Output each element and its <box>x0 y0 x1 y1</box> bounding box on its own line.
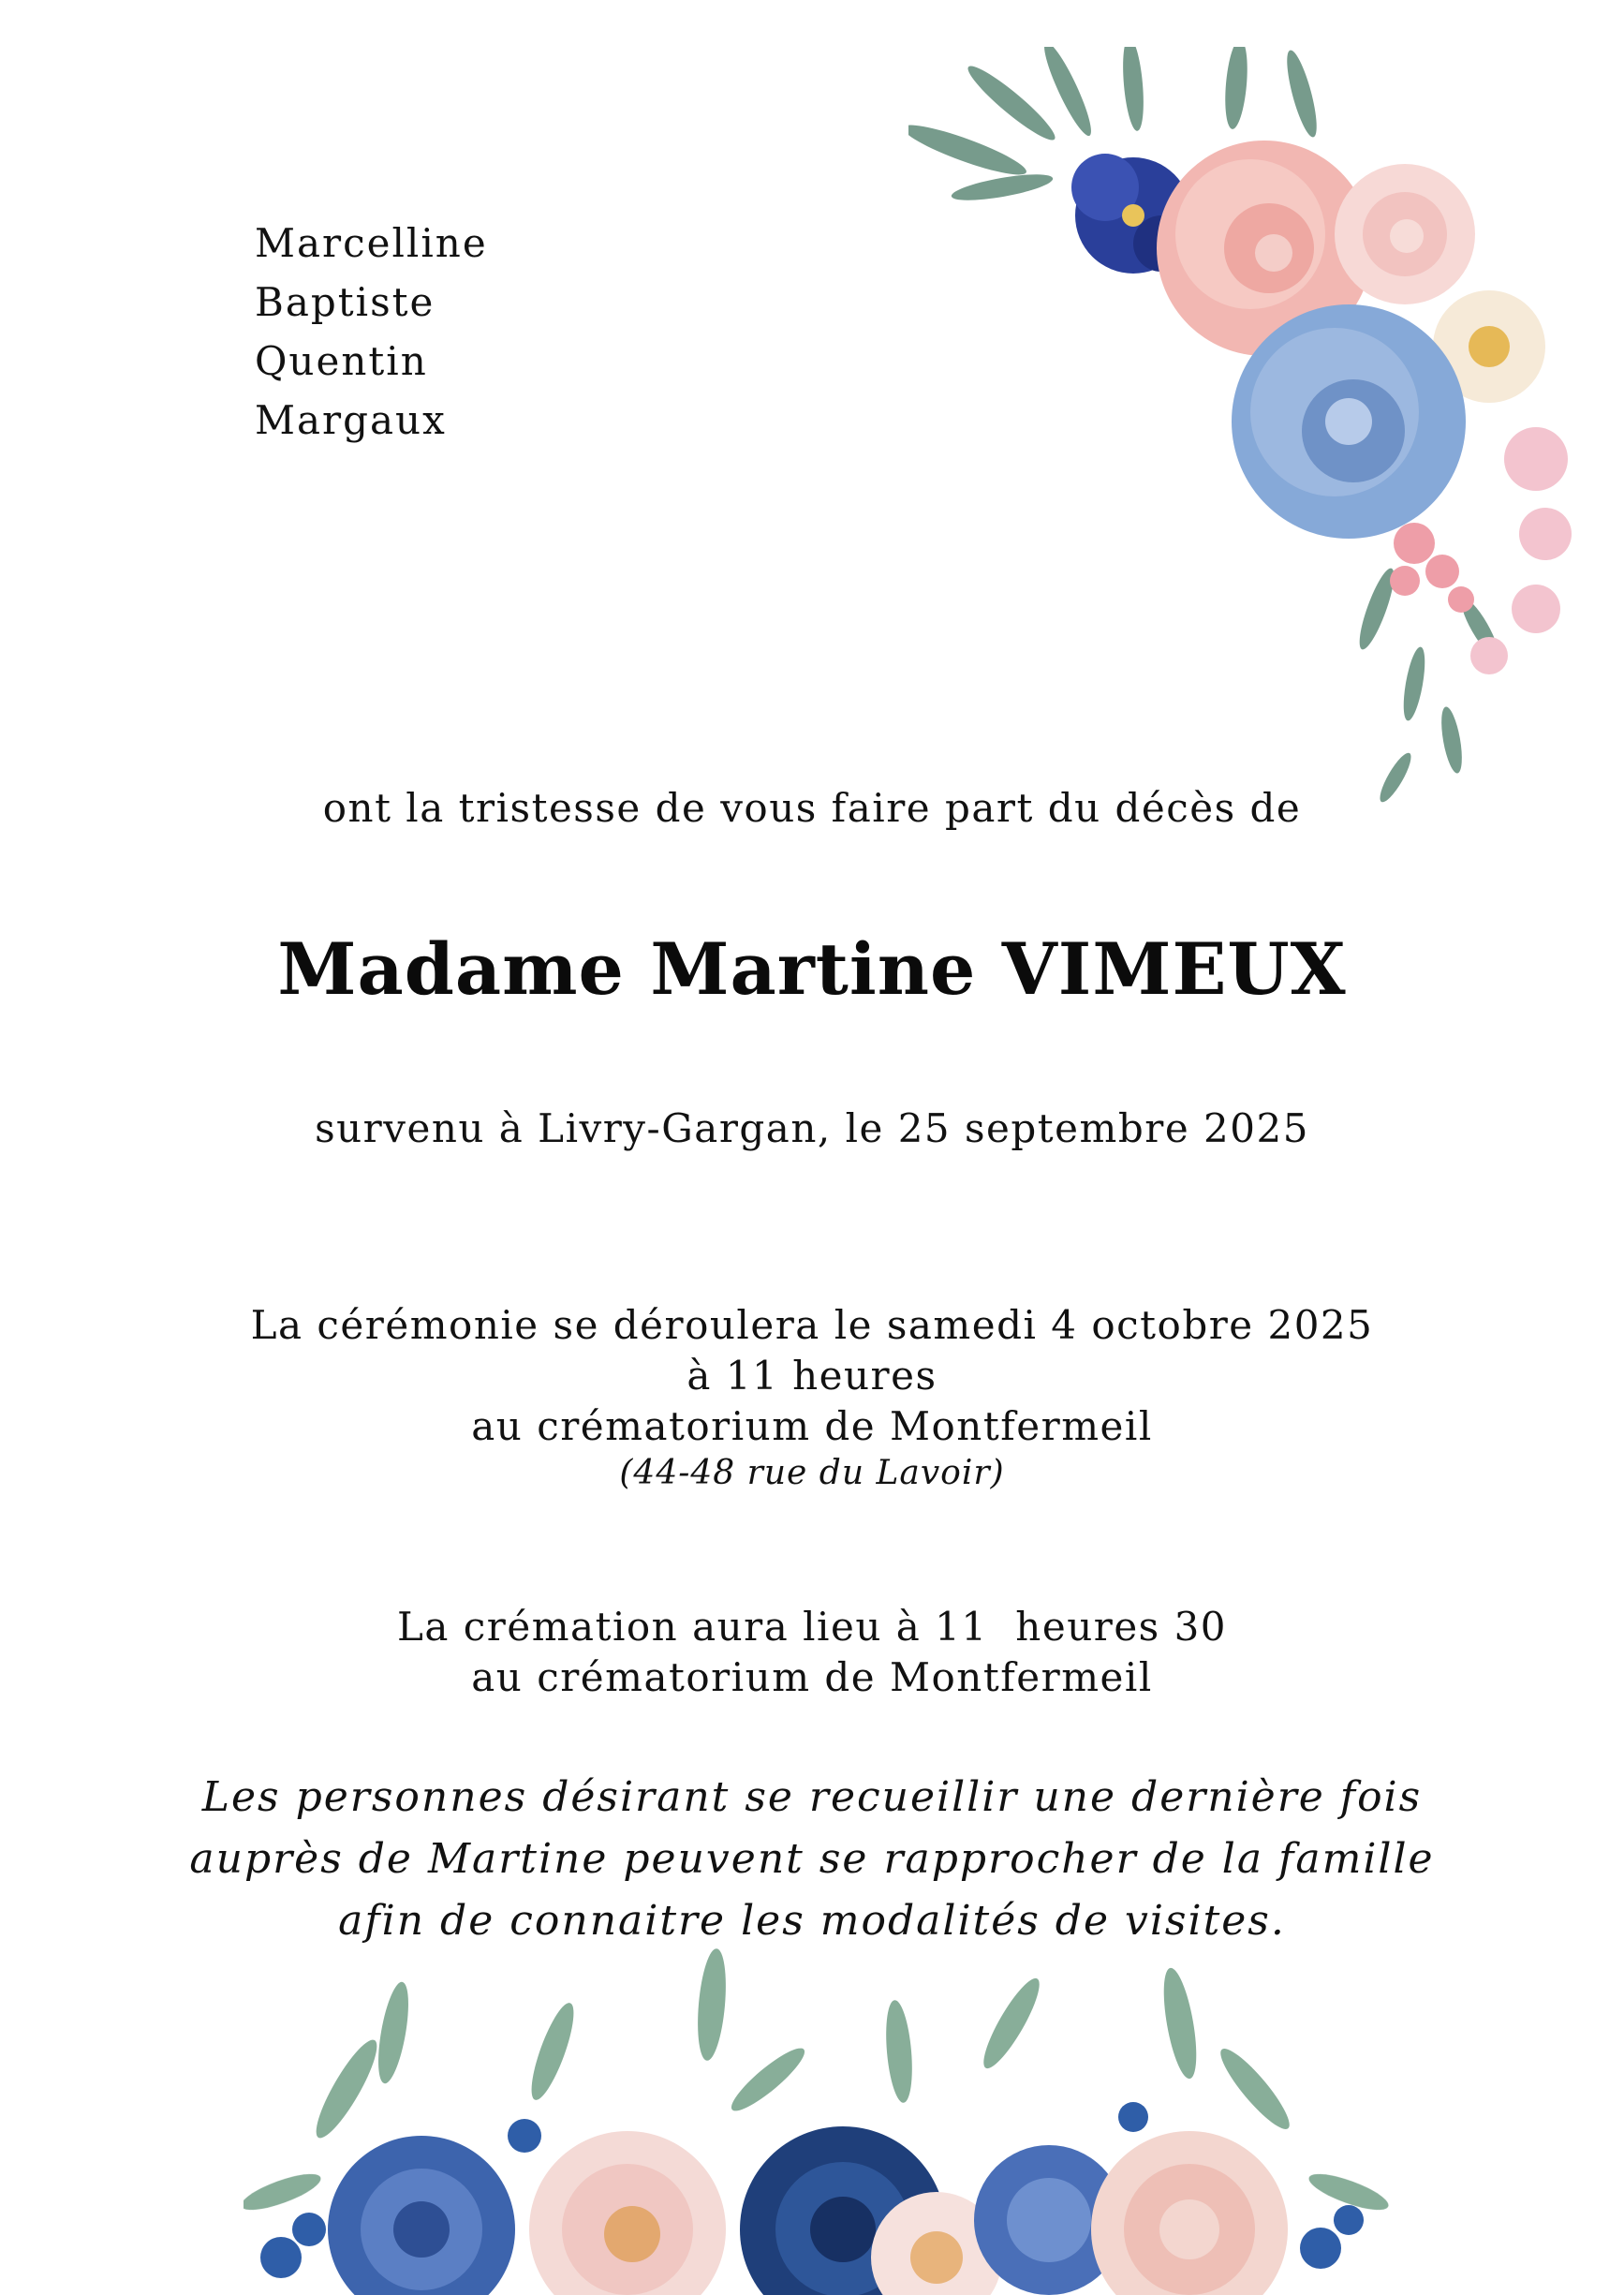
visit-line: auprès de Martine peuvent se rapprocher de la famille <box>189 1835 1435 1883</box>
ceremony-line: à 11 heures <box>687 1353 937 1399</box>
death-info: survenu à Livry-Gargan, le 25 septembre 2025 <box>315 1105 1309 1151</box>
floral-bottom-decoration <box>244 1948 1395 2295</box>
ceremony-line: au crématorium de Montfermeil <box>471 1403 1153 1449</box>
cremation-info <box>0 1602 1624 1703</box>
family-name: Quentin <box>255 338 428 384</box>
cremation-line: La crémation aura lieu à 11 heures 30 <box>396 1604 1228 1650</box>
family-name: Baptiste <box>255 279 436 325</box>
ceremony-info <box>0 1300 1624 1495</box>
ceremony-address: (44-48 rue du Lavoir) <box>619 1454 1005 1492</box>
family-name: Marcelline <box>255 220 488 266</box>
visit-line: Les personnes désirant se recueillir une dernière fois <box>201 1773 1423 1821</box>
visit-line: afin de connaitre les modalités de visites. <box>338 1897 1286 1945</box>
deceased-name: Madame Martine VIMEUX <box>277 927 1347 1011</box>
floral-corner-decoration <box>908 47 1583 834</box>
announcement-text: ont la tristesse de vous faire part du décès de <box>322 785 1302 831</box>
ceremony-line: La cérémonie se déroulera le samedi 4 octobre 2025 <box>250 1302 1374 1348</box>
family-name: Margaux <box>255 397 447 443</box>
cremation-line: au crématorium de Montfermeil <box>471 1654 1153 1700</box>
family-names <box>255 214 488 450</box>
visit-note <box>0 1767 1624 1952</box>
